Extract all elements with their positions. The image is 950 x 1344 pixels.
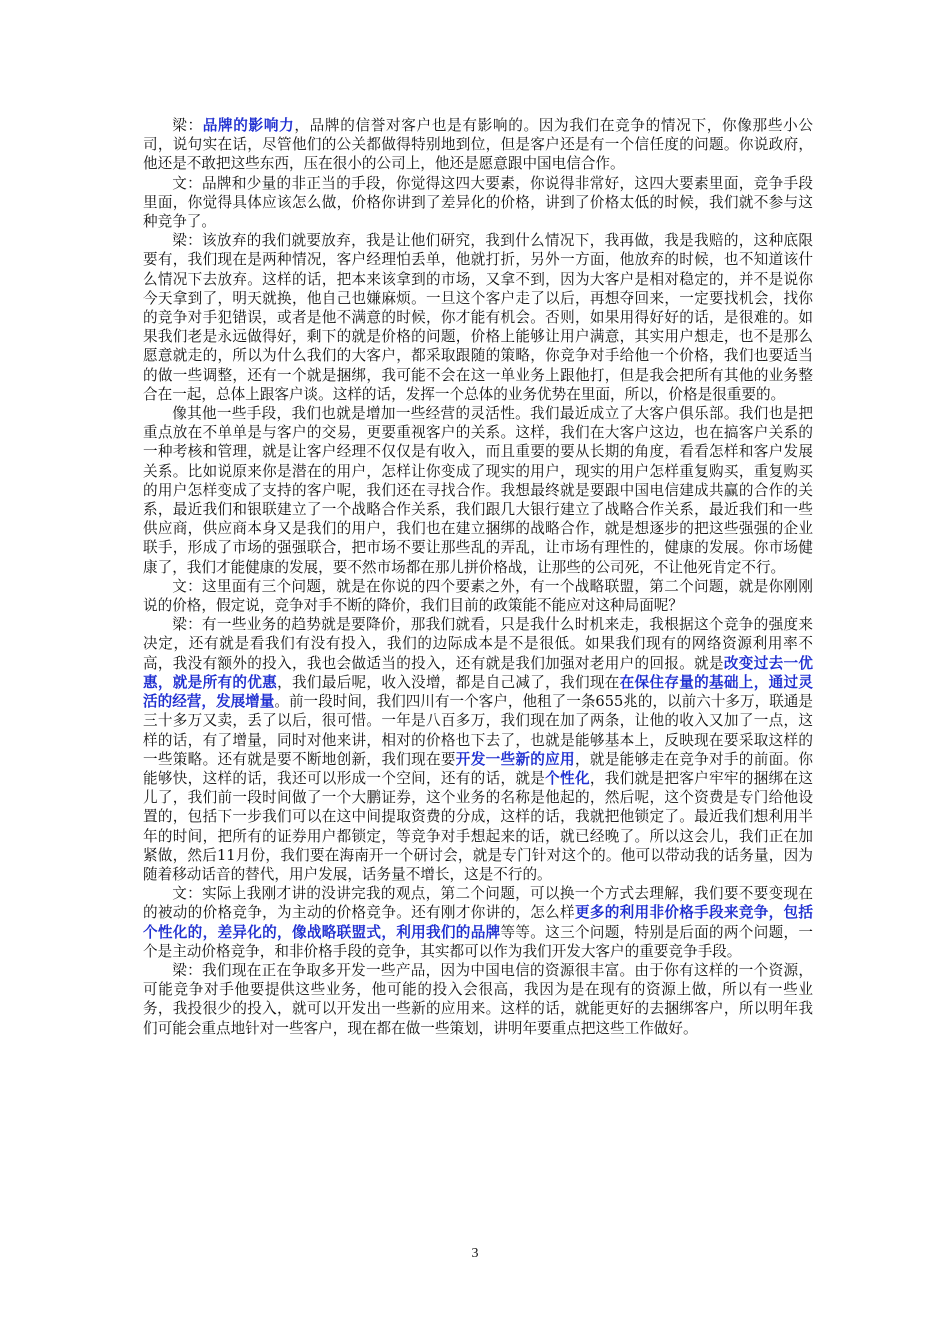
text-run: 梁：有一些业务的趋势就是要降价，那我们就看，只是我什么时机来走，我根据这个竞争的强度来决定，还有就是看我们有没有投入，我们的边际成本是不是很低。如果我们现有的网络资源利用率不高，我没有额外的投入，我也会做适当的投入，还有就是我们加强对老用户的回报。就是 [143,616,813,672]
text-run: 文：品牌和少量的非正当的手段，你觉得这四大要素，你说得非常好，这四大要素里面，竞争手段里面，你觉得具体应该怎么做，价格你讲到了差异化的价格，讲到了价格太低的时候，我们就不参与这种竞争了。 [143,174,813,231]
text-run: 文：实际上我刚才讲的没讲完我的观点，第二个问题，可以换一个方式去理解，我们要不要变现在的被动的价格竞争，为主动的价格竞争。还有刚才你讲的，怎么样 [143,885,813,922]
paragraph [143,615,813,884]
text-run: 。前一段时间，我们四川有一个客户，他租了一条655兆的，以前六十多万，联通是三十多万又卖，丢了以后，很可惜。一年是八百多万，我们现在加了两条，让他的收入又加了一点，这样的话，有了增量，同时对他来讲，相对的价格也下去了，也就是能够基本上，反映现在要采取这样的一些策略。还有就是要不断地创新，我们现在要 [143,693,813,768]
highlighted-text: 在保住存量的基础上，通过灵活的经营，发展增量 [143,673,813,711]
paragraph [143,961,813,1038]
text-run: 文：这里面有三个问题，就是在你说的四个要素之外，有一个战略联盟，第二个问题，就是你刚刚说的价格，假定说，竞争对手不断的降价，我们目前的政策能不能应对这种局面呢？ [143,577,813,615]
text-run: ，我们就是把客户牢牢的捆绑在这儿了，我们前一段时间做了一个大鹏证券，这个业务的名称是他起的，然后呢，这个资费是专门给他设置的，包括下一步我们可以在这中间提取资费的分成，这样的话，我就把他锁定了。最近我们想利用半年的时间，把所有的证券用户都锁定，等竞争对手想起来的话，就已经晚了。所以这会儿，我们正在加紧做，然后11月份，我们要在海南开一个研讨会，就是专门针对这个的。他可以带动我的话务量，因为随着移动话音的替代，用户发展，话务量不增长，这是不行的。 [143,769,813,883]
paragraph [143,884,813,961]
highlighted-text: 个性化 [545,769,590,787]
paragraph [143,404,813,577]
highlighted-text: 改变过去一优惠，就是所有的优惠 [143,654,813,691]
text-run: 梁：我们现在正在争取多开发一些产品，因为中国电信的资源很丰富。由于你有这样的一个资源，可能竞争对手他要提供这些业务，他可能的投入会很高，我因为是在现有的资源上做，所以有一些业务，我投很少的投入，就可以开发出一些新的应用来。这样的话，就能更好的去捆绑客户，所以明年我们可能会重点地针对一些客户，现在都在做一些策划，讲明年要重点把这些工作做好。 [143,961,813,1037]
text-run: 梁： [172,117,203,134]
paragraph [143,577,813,615]
highlighted-text: 品牌的影响力 [202,117,295,134]
document-body [143,116,813,1038]
highlighted-text: 开发一些新的应用 [455,750,575,768]
text-run: ，品牌的信誉对客户也是有影响的。因为我们在竞争的情况下，你像那些小公司，说句实在话，尽管他们的公关都做得特别地到位，但是客户还是有一个信任度的问题。你说政府，他还是不敢把这些东西，压在很小的公司上，他还是愿意跟中国电信合作。 [143,117,813,173]
highlighted-text: 更多的利用非价格手段来竞争，包括个性化的，差异化的，像战略联盟式，利用我们的品牌 [143,904,813,941]
text-run: 梁：该放弃的我们就要放弃，我是让他们研究，我到什么情况下，我再做，我是我赔的，这种底限要有，我们现在是两种情况，客户经理怕丢单，他就打折，另外一方面，他放弃的时候，也不知道该什么情况下去放弃。这样的话，把本来该拿到的市场，又拿不到，因为大客户是相对稳定的，并不是说你今天拿到了，明天就换，他自己也嫌麻烦。一旦这个客户走了以后，再想夺回来，一定要找机会，找你的竞争对手犯错误，或者是他不满意的时候，你才能有机会。否则，如果用得好好的话，是很难的。如果我们老是永远做得好，剩下的就是价格的问题，价格上能够让用户满意，其实用户想走，也不是那么愿意就走的，所以为什么我们的大客户，都采取跟随的策略，你竞争对手给他一个价格，我们也要适当的做一些调整，还有一个就是捆绑，我可能不会在这一单业务上跟他打，但是我会把所有其他的业务整合在一起，总体上跟客户谈。这样的话，发挥一个总体的业务优势在里面，所以，价格是很重要的。 [143,232,813,403]
text-run: ，就是能够走在竞争对手的前面。你能够快，这样的话，我还可以形成一个空间，还有的话，就是 [143,750,813,787]
text-run: 像其他一些手段，我们也就是增加一些经营的灵活性。我们最近成立了大客户俱乐部。我们也是把重点放在不单单是与客户的交易，更要重视客户的关系。这样，我们在大客户这边，也在搞客户关系的一种考核和管理，就是让客户经理不仅仅是有收入，而且重要的要从长期的角度，看看怎样和客户发展关系。比如说原来你是潜在的用户，怎样让你变成了现实的用户，现实的用户怎样重复购买，重复购买的用户怎样变成了支持的客户呢，我们还在寻找合作。我想最终就是要跟中国电信建成共赢的合作的关系，最近我们和银联建立了一个战略合作关系，我们跟几大银行建立了战略合作关系，最近我们和一些供应商，供应商本身又是我们的用户，我们也在建立捆绑的战略合作，就是想逐步的把这些强强的企业联手，形成了市场的强强联合，把市场不要让那些乱的弄乱，让市场有理性的，健康的发展。你市场健康了，我们才能健康的发展，要不然市场都在那儿拼价格战，让那些的公司死，不让他死肯定不行。 [143,405,813,576]
text-run: ，我们最后呢，收入没增，都是自己减了，我们现在 [277,673,620,691]
page-number: 3 [471,1246,479,1261]
paragraph [143,231,813,404]
paragraph [143,116,813,174]
text-run: 等等。这三个问题，特别是后面的两个问题，一个是主动价格竞争，和非价格手段的竞争，其实都可以作为我们开发大客户的重要竞争手段。 [143,923,813,960]
paragraph [143,174,813,232]
